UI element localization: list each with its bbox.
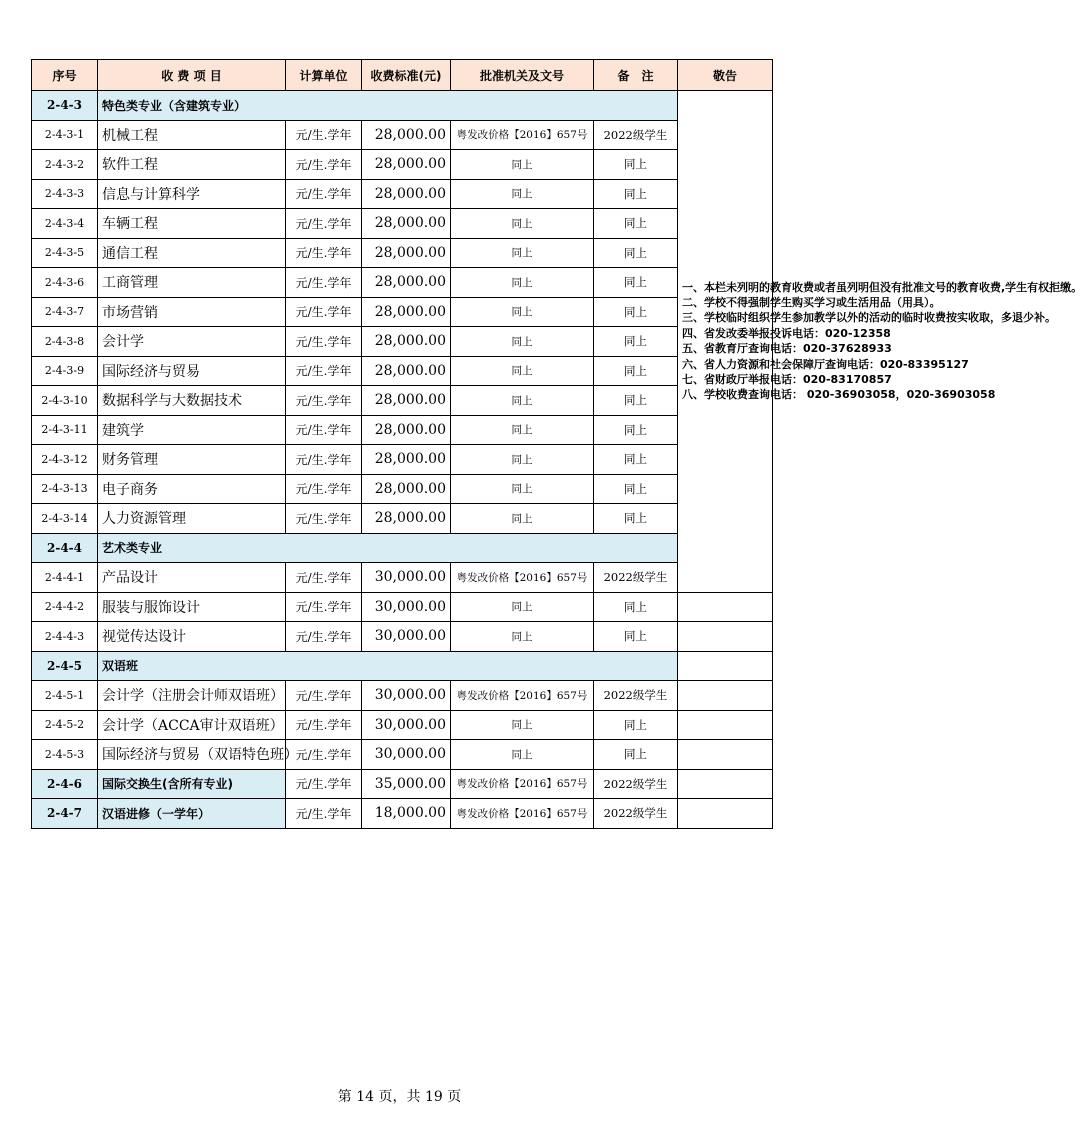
row-code: 2-4-5-2	[32, 710, 98, 740]
row-code: 2-4-3-1	[32, 120, 98, 150]
row-approval: 粤发改价格【2016】657号	[451, 563, 594, 593]
row-name: 财务管理	[98, 445, 286, 475]
row-fee: 28,000.00	[362, 268, 451, 298]
header-item: 收 费 项 目	[98, 60, 286, 91]
row-name: 国际经济与贸易（双语特色班）	[98, 740, 286, 770]
header-notice: 敬告	[678, 60, 773, 91]
row-unit: 元/生.学年	[286, 356, 362, 386]
table-row	[32, 681, 773, 711]
row-remark: 同上	[594, 445, 678, 475]
row-unit: 元/生.学年	[286, 445, 362, 475]
row-name: 电子商务	[98, 474, 286, 504]
row-remark: 同上	[594, 415, 678, 445]
row-unit: 元/生.学年	[286, 592, 362, 622]
table-row	[32, 563, 773, 593]
notice-item: 八、学校收费查询电话： 020-36903058，020-36903058	[682, 388, 996, 402]
row-remark: 同上	[594, 150, 678, 180]
row-name: 会计学（注册会计师双语班）	[98, 681, 286, 711]
row-code: 2-4-4-2	[32, 592, 98, 622]
row-unit: 元/生.学年	[286, 327, 362, 357]
table-row	[32, 386, 773, 416]
row-code: 2-4-3-12	[32, 445, 98, 475]
row-approval: 粤发改价格【2016】657号	[451, 681, 594, 711]
row-name: 国际交换生(含所有专业)	[98, 769, 286, 799]
row-remark: 2022级学生	[594, 769, 678, 799]
row-approval: 同上	[451, 179, 594, 209]
row-remark: 2022级学生	[594, 120, 678, 150]
row-fee: 28,000.00	[362, 504, 451, 534]
row-fee: 30,000.00	[362, 740, 451, 770]
row-unit: 元/生.学年	[286, 179, 362, 209]
row-unit: 元/生.学年	[286, 710, 362, 740]
row-fee: 28,000.00	[362, 386, 451, 416]
section-code: 2-4-3	[32, 91, 98, 121]
row-remark: 同上	[594, 179, 678, 209]
table-row	[32, 622, 773, 652]
section-title: 双语班	[98, 651, 678, 681]
section-row	[32, 651, 773, 681]
notice-item: 四、省发改委举报投诉电话：020-12358	[682, 326, 891, 340]
notice-item: 三、学校临时组织学生参加教学以外的活动的临时收费按实收取，多退少补。	[682, 311, 1056, 325]
row-name: 汉语进修（一学年）	[98, 799, 286, 829]
notice-cell-empty	[678, 740, 773, 770]
notice-item: 一、本栏未列明的教育收费或者虽列明但没有批准文号的教育收费,学生有权拒缴。	[682, 280, 1082, 294]
row-approval: 同上	[451, 268, 594, 298]
row-fee: 28,000.00	[362, 209, 451, 239]
row-unit: 元/生.学年	[286, 415, 362, 445]
row-fee: 30,000.00	[362, 710, 451, 740]
header-approval: 批准机关及文号	[451, 60, 594, 91]
table-row	[32, 327, 773, 357]
row-approval: 同上	[451, 150, 594, 180]
row-fee: 28,000.00	[362, 445, 451, 475]
row-fee: 28,000.00	[362, 238, 451, 268]
row-code: 2-4-3-2	[32, 150, 98, 180]
notice-cell-empty	[678, 622, 773, 652]
section-code: 2-4-5	[32, 651, 98, 681]
table-row	[32, 120, 773, 150]
row-approval: 同上	[451, 622, 594, 652]
row-name: 市场营销	[98, 297, 286, 327]
row-name: 工商管理	[98, 268, 286, 298]
row-name: 会计学（ACCA审计双语班）	[98, 710, 286, 740]
header-standard: 收费标准(元)	[362, 60, 451, 91]
row-approval: 粤发改价格【2016】657号	[451, 769, 594, 799]
header-code: 序号	[32, 60, 98, 91]
row-code: 2-4-3-9	[32, 356, 98, 386]
row-remark: 同上	[594, 474, 678, 504]
row-remark: 同上	[594, 710, 678, 740]
table-row	[32, 740, 773, 770]
notice-cell-empty	[678, 681, 773, 711]
row-approval: 粤发改价格【2016】657号	[451, 120, 594, 150]
row-approval: 粤发改价格【2016】657号	[451, 799, 594, 829]
row-code: 2-4-4-1	[32, 563, 98, 593]
row-fee: 28,000.00	[362, 356, 451, 386]
row-approval: 同上	[451, 445, 594, 475]
table-row	[32, 268, 773, 298]
row-fee: 35,000.00	[362, 769, 451, 799]
row-remark: 同上	[594, 740, 678, 770]
notice-cell-empty	[678, 592, 773, 622]
row-code: 2-4-5-1	[32, 681, 98, 711]
row-name: 视觉传达设计	[98, 622, 286, 652]
row-approval: 同上	[451, 740, 594, 770]
row-code: 2-4-3-14	[32, 504, 98, 534]
row-remark: 2022级学生	[594, 563, 678, 593]
row-code: 2-4-4-3	[32, 622, 98, 652]
row-fee: 30,000.00	[362, 681, 451, 711]
notice-item: 二、学校不得强制学生购买学习或生活用品（用具）。	[682, 296, 941, 310]
row-approval: 同上	[451, 474, 594, 504]
row-unit: 元/生.学年	[286, 622, 362, 652]
section-title: 艺术类专业	[98, 533, 678, 563]
row-code: 2-4-3-11	[32, 415, 98, 445]
row-name: 人力资源管理	[98, 504, 286, 534]
notice-cell-empty	[678, 799, 773, 829]
row-name: 会计学	[98, 327, 286, 357]
row-unit: 元/生.学年	[286, 504, 362, 534]
row-unit: 元/生.学年	[286, 150, 362, 180]
row-remark: 同上	[594, 209, 678, 239]
row-code: 2-4-3-4	[32, 209, 98, 239]
table-row	[32, 297, 773, 327]
header-unit: 计算单位	[286, 60, 362, 91]
notice-cell-empty	[678, 769, 773, 799]
row-name: 国际经济与贸易	[98, 356, 286, 386]
row-remark: 同上	[594, 268, 678, 298]
row-remark: 同上	[594, 297, 678, 327]
row-unit: 元/生.学年	[286, 120, 362, 150]
row-unit: 元/生.学年	[286, 681, 362, 711]
page-footer: 第 14 页，共 19 页	[337, 1089, 462, 1105]
row-approval: 同上	[451, 238, 594, 268]
row-remark: 同上	[594, 504, 678, 534]
row-approval: 同上	[451, 356, 594, 386]
row-remark: 同上	[594, 622, 678, 652]
header-remark: 备 注	[594, 60, 678, 91]
row-unit: 元/生.学年	[286, 769, 362, 799]
row-fee: 28,000.00	[362, 327, 451, 357]
notice-item: 五、省教育厅查询电话：020-37628933	[682, 342, 892, 356]
row-approval: 同上	[451, 386, 594, 416]
row-code: 2-4-3-3	[32, 179, 98, 209]
table-row	[32, 179, 773, 209]
row-approval: 同上	[451, 592, 594, 622]
row-fee: 28,000.00	[362, 297, 451, 327]
row-fee: 30,000.00	[362, 592, 451, 622]
row-fee: 28,000.00	[362, 474, 451, 504]
table-row	[32, 710, 773, 740]
row-code: 2-4-6	[32, 769, 98, 799]
row-fee: 28,000.00	[362, 415, 451, 445]
fee-table	[31, 59, 1082, 829]
fee-sheet	[31, 59, 1082, 829]
section-row	[32, 91, 773, 121]
row-name: 服装与服饰设计	[98, 592, 286, 622]
section-row	[32, 533, 773, 563]
row-code: 2-4-3-10	[32, 386, 98, 416]
row-remark: 同上	[594, 327, 678, 357]
notice-cell-empty	[678, 651, 773, 681]
row-code: 2-4-5-3	[32, 740, 98, 770]
row-unit: 元/生.学年	[286, 563, 362, 593]
row-unit: 元/生.学年	[286, 799, 362, 829]
table-row	[32, 445, 773, 475]
row-unit: 元/生.学年	[286, 740, 362, 770]
notice-item: 七、省财政厅举报电话：020-83170857	[682, 373, 892, 387]
row-fee: 28,000.00	[362, 179, 451, 209]
table-row	[32, 150, 773, 180]
row-name: 通信工程	[98, 238, 286, 268]
row-remark: 同上	[594, 592, 678, 622]
row-fee: 18,000.00	[362, 799, 451, 829]
row-approval: 同上	[451, 710, 594, 740]
section-title: 特色类专业（含建筑专业）	[98, 91, 678, 121]
table-row	[32, 209, 773, 239]
row-unit: 元/生.学年	[286, 474, 362, 504]
table-row	[32, 592, 773, 622]
row-code: 2-4-3-13	[32, 474, 98, 504]
row-code: 2-4-7	[32, 799, 98, 829]
table-row	[32, 799, 773, 829]
row-name: 机械工程	[98, 120, 286, 150]
notice-cell-empty	[678, 710, 773, 740]
notice-panel	[678, 91, 1082, 593]
row-approval: 同上	[451, 327, 594, 357]
table-row	[32, 474, 773, 504]
row-name: 产品设计	[98, 563, 286, 593]
row-remark: 同上	[594, 356, 678, 386]
row-unit: 元/生.学年	[286, 297, 362, 327]
row-approval: 同上	[451, 415, 594, 445]
row-code: 2-4-3-7	[32, 297, 98, 327]
row-fee: 28,000.00	[362, 120, 451, 150]
row-fee: 30,000.00	[362, 622, 451, 652]
table-row	[32, 769, 773, 799]
row-unit: 元/生.学年	[286, 386, 362, 416]
row-remark: 2022级学生	[594, 799, 678, 829]
row-unit: 元/生.学年	[286, 268, 362, 298]
row-approval: 同上	[451, 504, 594, 534]
row-remark: 2022级学生	[594, 681, 678, 711]
table-row	[32, 415, 773, 445]
row-name: 数据科学与大数据技术	[98, 386, 286, 416]
row-fee: 30,000.00	[362, 563, 451, 593]
row-code: 2-4-3-5	[32, 238, 98, 268]
row-code: 2-4-3-6	[32, 268, 98, 298]
row-remark: 同上	[594, 386, 678, 416]
row-approval: 同上	[451, 209, 594, 239]
header-row	[32, 60, 773, 91]
row-remark: 同上	[594, 238, 678, 268]
table-row	[32, 356, 773, 386]
row-unit: 元/生.学年	[286, 238, 362, 268]
row-name: 车辆工程	[98, 209, 286, 239]
table-row	[32, 504, 773, 534]
row-approval: 同上	[451, 297, 594, 327]
notice-item: 六、省人力资源和社会保障厅查询电话：020-83395127	[682, 357, 969, 371]
row-name: 信息与计算科学	[98, 179, 286, 209]
table-row	[32, 238, 773, 268]
row-code: 2-4-3-8	[32, 327, 98, 357]
row-unit: 元/生.学年	[286, 209, 362, 239]
section-code: 2-4-4	[32, 533, 98, 563]
row-name: 建筑学	[98, 415, 286, 445]
row-name: 软件工程	[98, 150, 286, 180]
row-fee: 28,000.00	[362, 150, 451, 180]
